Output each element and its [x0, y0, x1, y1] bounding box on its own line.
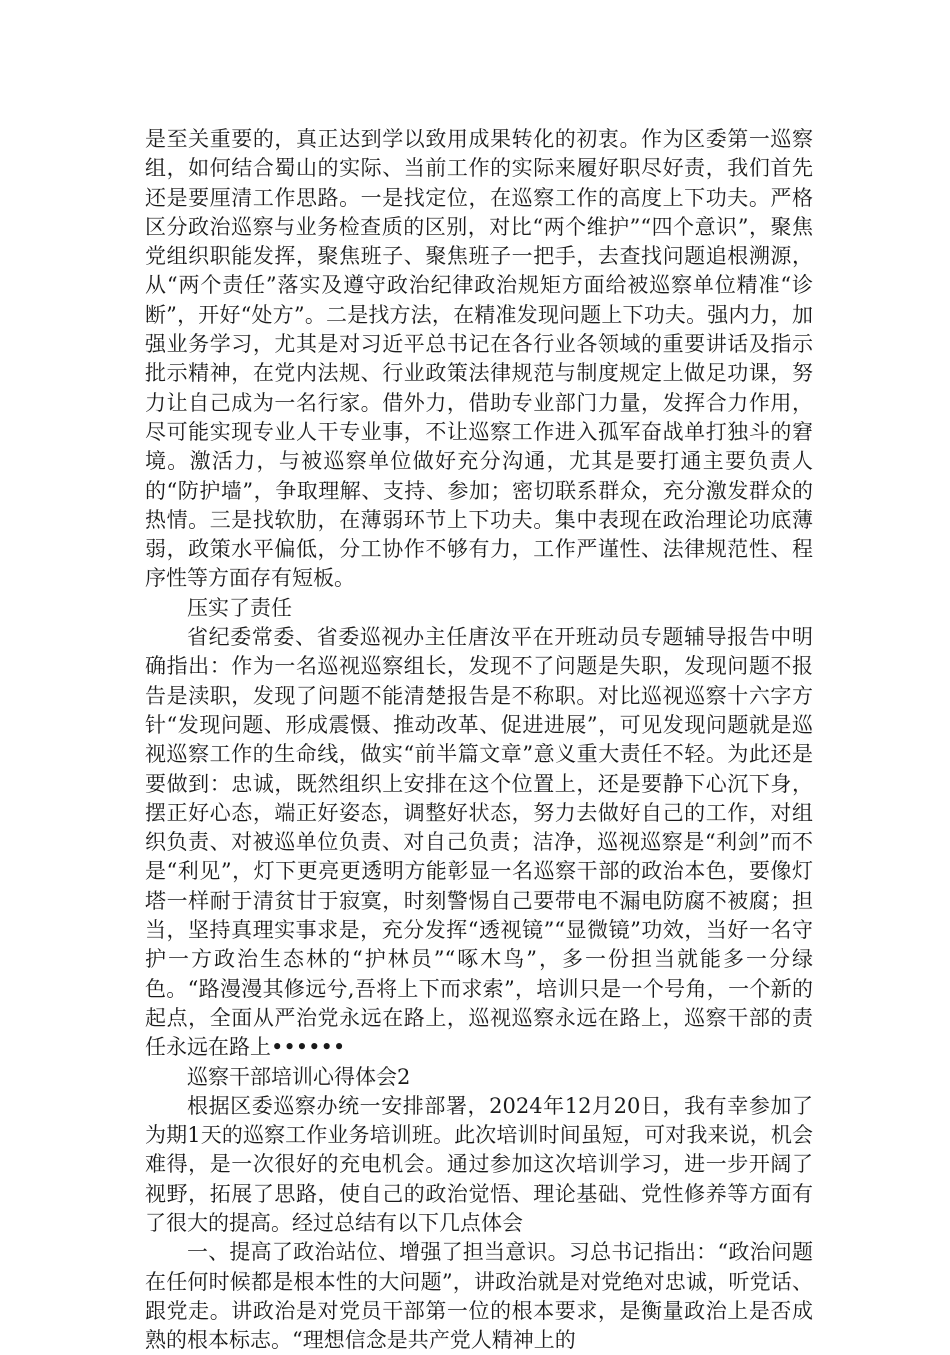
paragraph-section-title: 巡察干部培训心得体会2	[187, 1064, 411, 1089]
paragraph-political-standpoint: 一、提高了政治站位、增强了担当意识。习总书记指出：“政治问题在任何时候都是根本性的大问题”，讲政治就是对党绝对忠诚，听党话、跟党走。讲政治是对党员干部第一位的根本要求，是衡量政治上是否成熟的根本标志。“理想信念是共产党人精神上的	[145, 1240, 813, 1353]
paragraph-inspection-approach: 是至关重要的，真正达到学以致用成果转化的初衷。作为区委第一巡察组，如何结合蜀山的实际、当前工作的实际来履好职尽好责，我们首先还是要厘清工作思路。一是找定位，在巡察工作的高度上下功夫。严格区分政治巡察与业务检查质的区别，对比“两个维护”“四个意识”，聚焦党组织职能发挥，聚焦班子、聚焦班子一把手，去查找问题追根溯源，从“两个责任”落实及遵守政治纪律政治规矩方面给被巡察单位精准“诊断”，开好“处方”。二是找方法，在精准发现问题上下功夫。强内力，加强业务学习，尤其是对习近平总书记在各行业各领域的重要讲话及指示批示精神，在党内法规、行业政策法律规范与制度规定上做足功课，努力让自己成为一名行家。借外力，借助专业部门力量，发挥合力作用，尽可能实现专业人干专业事，不让巡察工作进入孤军奋战单打独斗的窘境。激活力，与被巡察单位做好充分沟通，尤其是要打通主要负责人的“防护墙”，争取理解、支持、参加；密切联系群众，充分激发群众的热情。三是找软肋，在薄弱环节上下功夫。集中表现在政治理论功底薄弱，政策水平偏低，分工协作不够有力，工作严谨性、法律规范性、程序性等方面存有短板。	[145, 127, 813, 591]
paragraph-training-intro: 根据区委巡察办统一安排部署，2024年12月20日，我有幸参加了为期1天的巡察工作业务培训班。此次培训时间虽短，可对我来说，机会难得，是一次很好的充电机会。通过参加这次培训学习，进一步开阔了视野，拓展了思路，使自己的政治觉悟、理论基础、党性修养等方面有了很大的提高。经过总结有以下几点体会	[145, 1093, 813, 1235]
paragraph-responsibility-body: 省纪委常委、省委巡视办主任唐汝平在开班动员专题辅导报告中明确指出：作为一名巡视巡察组长，发现不了问题是失职，发现问题不报告是渎职，发现了问题不能清楚报告是不称职。对比巡视巡察十六字方针“发现问题、形成震慑、推动改革、促进进展”，可见发现问题就是巡视巡察工作的生命线，做实“前半篇文章”意义重大责任不轻。为此还是要做到：忠诚，既然组织上安排在这个位置上，还是要静下心沉下身，摆正好心态，端正好姿态，调整好状态，努力去做好自己的工作，对组织负责、对被巡单位负责、对自己负责；洁净，巡视巡察是“利剑”而不是“利见”，灯下更亮更透明方能彰显一名巡察干部的政治本色，要像灯塔一样耐于清贫甘于寂寞，时刻警惕自己要带电不漏电防腐不被腐；担当，坚持真理实事求是，充分发挥“透视镜”“显微镜”功效，当好一名守护一方政治生态林的“护林员”“啄木鸟”，多一份担当就能多一分绿色。“路漫漫其修远兮,吾将上下而求索”，培训只是一个号角，一个新的起点，全面从严治党永远在路上，巡视巡察永远在路上，巡察干部的责任永远在路上••••••	[145, 625, 813, 1060]
document-body	[145, 125, 813, 1355]
paragraph-heading-responsibility: 压实了责任	[187, 595, 292, 620]
